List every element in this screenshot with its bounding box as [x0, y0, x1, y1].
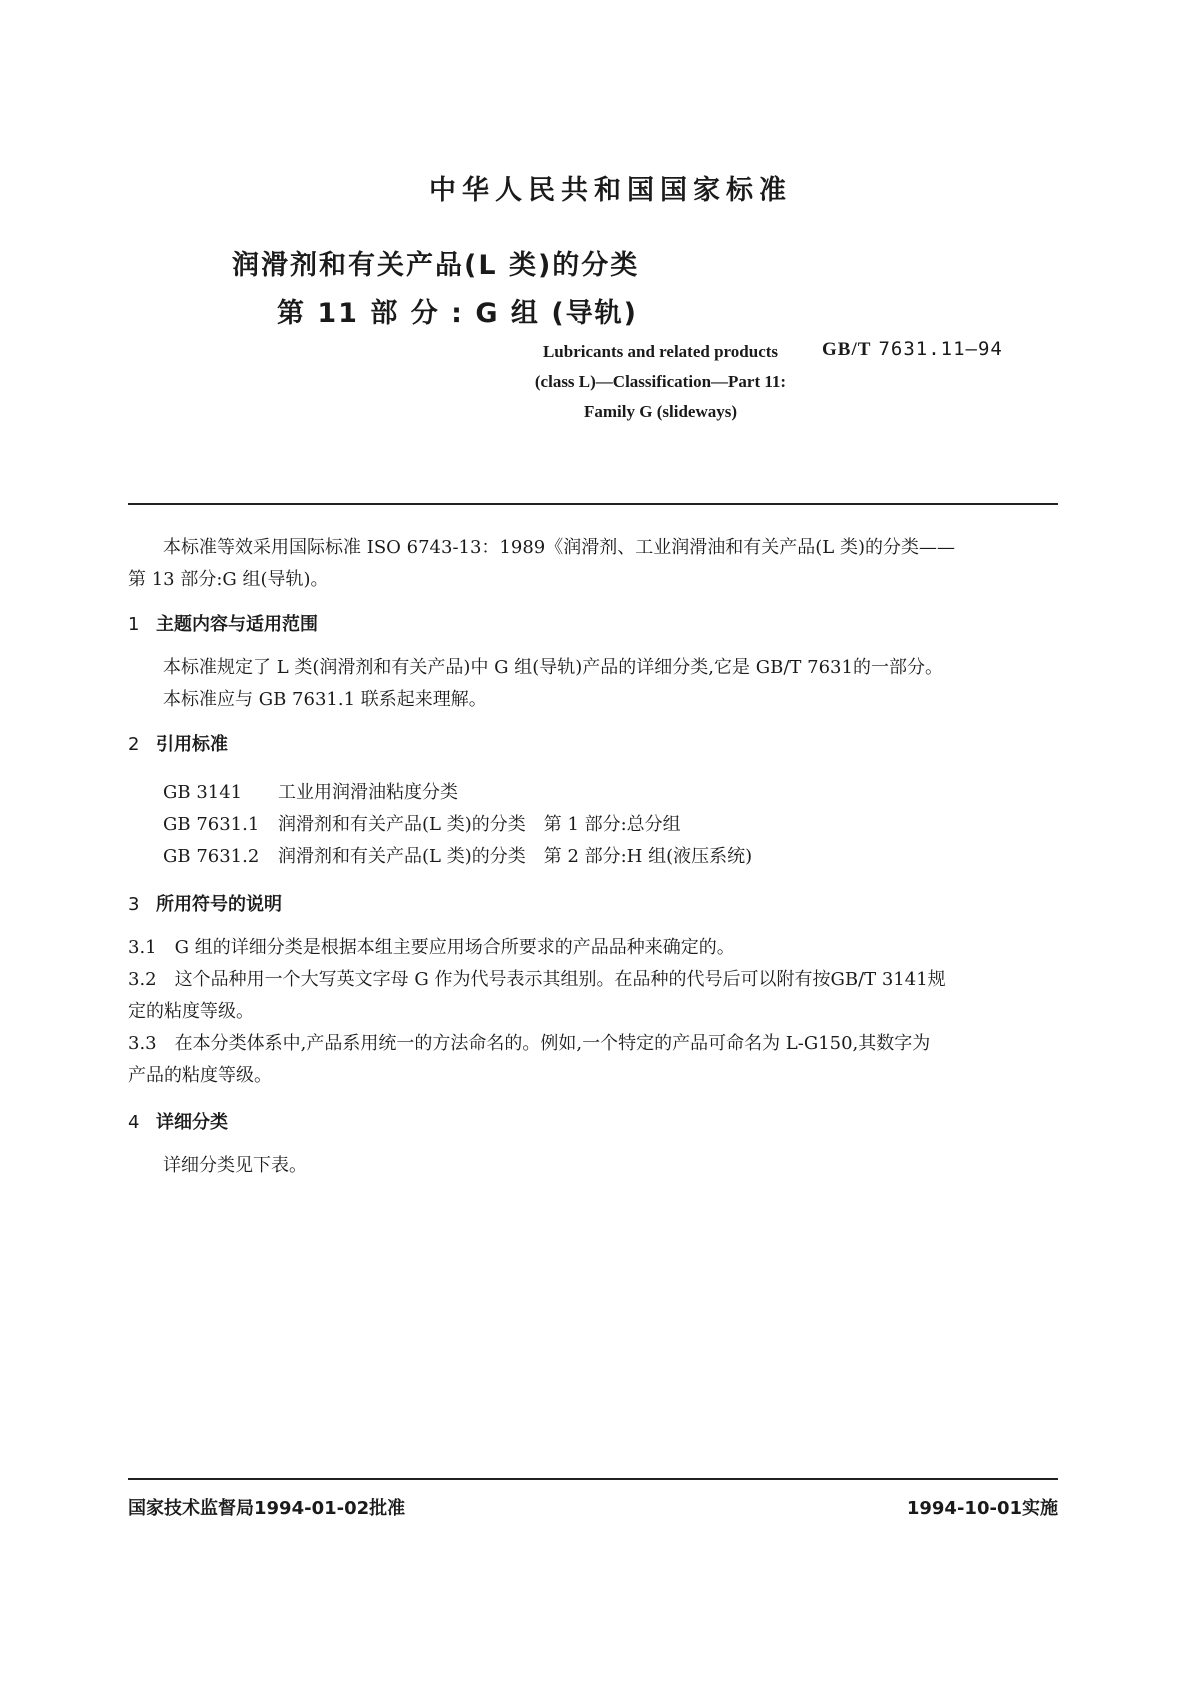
reference-code: GB 7631.1	[163, 814, 260, 835]
section-1-line1: 本标准规定了 L 类(润滑剂和有关产品)中 G 组(导轨)产品的详细分类,它是 GB/T 7631的一部分。	[163, 657, 943, 678]
clause-3-3-line2: 产品的粘度等级。	[128, 1065, 272, 1086]
document-title-cn-line2: 第 11 部 分 : G 组 (导轨)	[277, 298, 639, 329]
section-4-title: 详细分类	[156, 1112, 228, 1133]
intro-line2: 第 13 部分:G 组(导轨)。	[128, 569, 329, 590]
section-1-heading	[128, 610, 318, 636]
clause-3-2-line1: 3.2 这个品种用一个大写英文字母 G 作为代号表示其组别。在品种的代号后可以附有按GB/T 3141规	[128, 969, 946, 990]
header-divider	[128, 503, 1058, 505]
reference-title: 工业用润滑油粘度分类	[278, 782, 458, 803]
reference-item	[163, 810, 681, 836]
section-4-text: 详细分类见下表。	[163, 1155, 307, 1176]
section-1-number: 1	[128, 614, 140, 635]
intro-line1: 本标准等效采用国际标准 ISO 6743-13：1989《润滑剂、工业润滑油和有关产品(L 类)的分类——	[163, 537, 955, 558]
clause-3-3-line1: 3.3 在本分类体系中,产品系用统一的方法命名的。例如,一个特定的产品可命名为 L-G150,其数字为	[128, 1033, 931, 1054]
document-title-en-line1: Lubricants and related products	[542, 342, 779, 361]
standard-code-number: 7631.11—94	[878, 338, 1003, 360]
standard-code-prefix: GB/T	[822, 339, 872, 360]
document-title-en-line3: Family G (slideways)	[584, 402, 737, 421]
section-2-title: 引用标准	[156, 734, 228, 755]
national-standard-title: 中华人民共和国国家标准	[429, 175, 792, 206]
approval-date: 国家技术监督局1994-01-02批准	[128, 1498, 406, 1519]
reference-item	[163, 778, 458, 804]
section-4-heading	[128, 1108, 228, 1134]
section-3-number: 3	[128, 894, 140, 915]
section-3-title: 所用符号的说明	[156, 894, 282, 915]
clause-3-2-line2: 定的粘度等级。	[128, 1001, 254, 1022]
section-3-heading	[128, 890, 282, 916]
reference-code: GB 7631.2	[163, 846, 260, 867]
section-4-number: 4	[128, 1112, 140, 1133]
footer-divider	[128, 1478, 1058, 1480]
reference-title: 润滑剂和有关产品(L 类)的分类 第 1 部分:总分组	[278, 814, 681, 835]
reference-code: GB 3141	[163, 782, 243, 803]
document-title-en-line2: (class L)—Classification—Part 11:	[534, 372, 787, 391]
section-1-line2: 本标准应与 GB 7631.1 联系起来理解。	[163, 689, 487, 710]
reference-title: 润滑剂和有关产品(L 类)的分类 第 2 部分:H 组(液压系统)	[278, 846, 753, 867]
implementation-date: 1994-10-01实施	[906, 1498, 1058, 1519]
section-2-heading	[128, 730, 228, 756]
document-title-cn-line1: 润滑剂和有关产品(L 类)的分类	[232, 250, 640, 281]
section-2-number: 2	[128, 734, 140, 755]
section-1-title: 主题内容与适用范围	[156, 614, 318, 635]
clause-3-1: 3.1 G 组的详细分类是根据本组主要应用场合所要求的产品品种来确定的。	[128, 937, 735, 958]
reference-item	[163, 842, 752, 868]
